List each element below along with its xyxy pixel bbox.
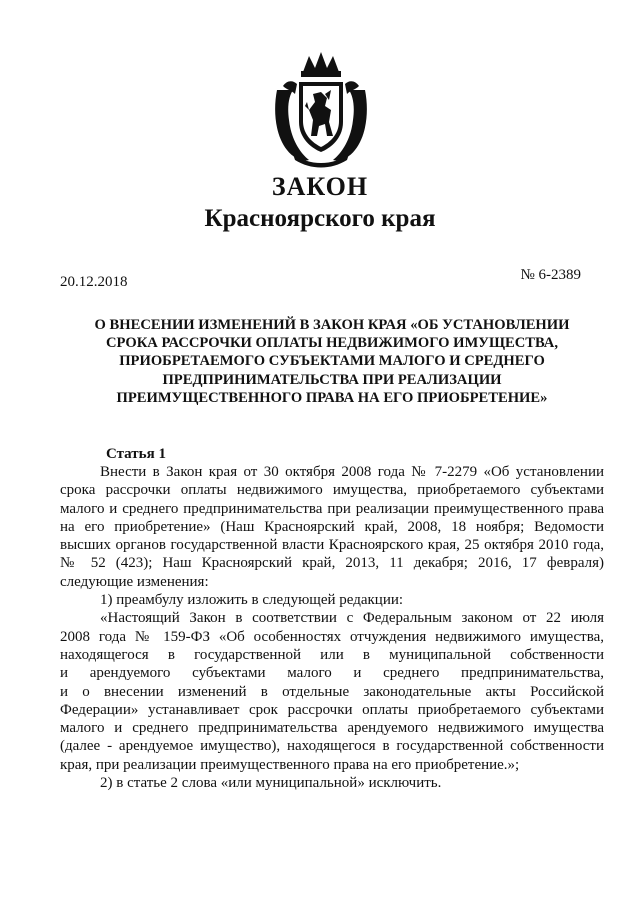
body-line: Внести в Закон края от 30 октября 2008 года № 7-2279 «Об установлении bbox=[100, 464, 604, 480]
body-line: 2008 года № 159-ФЗ «Об особенностях отчуждения недвижимого имущества, bbox=[60, 628, 604, 645]
body-line: № 52 (423); Наш Красноярский край, 2013, 11 декабря; 2016, 17 февраля) bbox=[60, 555, 604, 572]
heading-line: ПРЕДПРИНИМАТЕЛЬСТВА ПРИ РЕАЛИЗАЦИИ bbox=[162, 371, 502, 388]
body-line: находящегося в государственной или в муниципальной собственности bbox=[60, 646, 604, 663]
body-line: края, при реализации преимущественного права на его приобретение.»; bbox=[60, 756, 520, 773]
body-line: высших органов государственной власти Красноярского края, 25 октября 2010 года, bbox=[60, 537, 604, 554]
document-date: 20.12.2018 bbox=[60, 274, 128, 290]
body-line: и о внесении изменений в отдельные законодательные акты Российской bbox=[60, 683, 604, 700]
document-title: ЗАКОН bbox=[271, 172, 369, 201]
body-line: малого и среднего предпринимательства при реализации преимущественного права bbox=[60, 500, 604, 517]
body-line: «Настоящий Закон в соответствии с Федеральным законом от 22 июля bbox=[100, 610, 604, 627]
article-body bbox=[60, 445, 604, 792]
body-line: на его приобретение» (Наш Красноярский край, 2008, 18 ноября; Ведомости bbox=[60, 518, 604, 535]
coat-of-arms-emblem bbox=[269, 50, 373, 168]
body-line: срока рассрочки оплаты недвижимого имущества, приобретаемого субъектами bbox=[60, 482, 604, 499]
body-line: 1) преамбулу изложить в следующей редакции: bbox=[100, 592, 404, 609]
body-line: (далее - арендуемое имущество), находящегося в государственной собственности bbox=[60, 738, 604, 755]
body-line: и арендуемого субъектами малого и среднего предпринимательства, bbox=[60, 665, 604, 682]
law-heading bbox=[62, 316, 602, 407]
heading-line: ПРИОБРЕТАЕМОГО СУБЪЕКТАМИ МАЛОГО И СРЕДНЕГО bbox=[119, 353, 545, 370]
heading-line: СРОКА РАССРОЧКИ ОПЛАТЫ НЕДВИЖИМОГО ИМУЩЕСТВА, bbox=[106, 335, 558, 352]
heading-line: О ВНЕСЕНИИ ИЗМЕНЕНИЙ В ЗАКОН КРАЯ «ОБ УСТАНОВЛЕНИИ bbox=[94, 317, 570, 333]
body-line: Федерации» устанавливает срок рассрочки оплаты приобретаемого субъектами bbox=[60, 701, 604, 718]
body-line: 2) в статье 2 слова «или муниципальной» исключить. bbox=[100, 775, 442, 792]
document-subtitle: Красноярского края bbox=[204, 205, 436, 232]
article-title: Статья 1 bbox=[106, 446, 166, 462]
heading-line: ПРЕИМУЩЕСТВЕННОГО ПРАВА НА ЕГО ПРИОБРЕТЕНИЕ» bbox=[116, 389, 548, 406]
coat-of-arms-icon bbox=[269, 50, 373, 168]
body-line: следующие изменения: bbox=[60, 573, 209, 590]
document-number: № 6-2389 bbox=[520, 267, 581, 283]
body-line: малого и среднего предпринимательства арендуемого недвижимого имущества bbox=[60, 720, 604, 737]
